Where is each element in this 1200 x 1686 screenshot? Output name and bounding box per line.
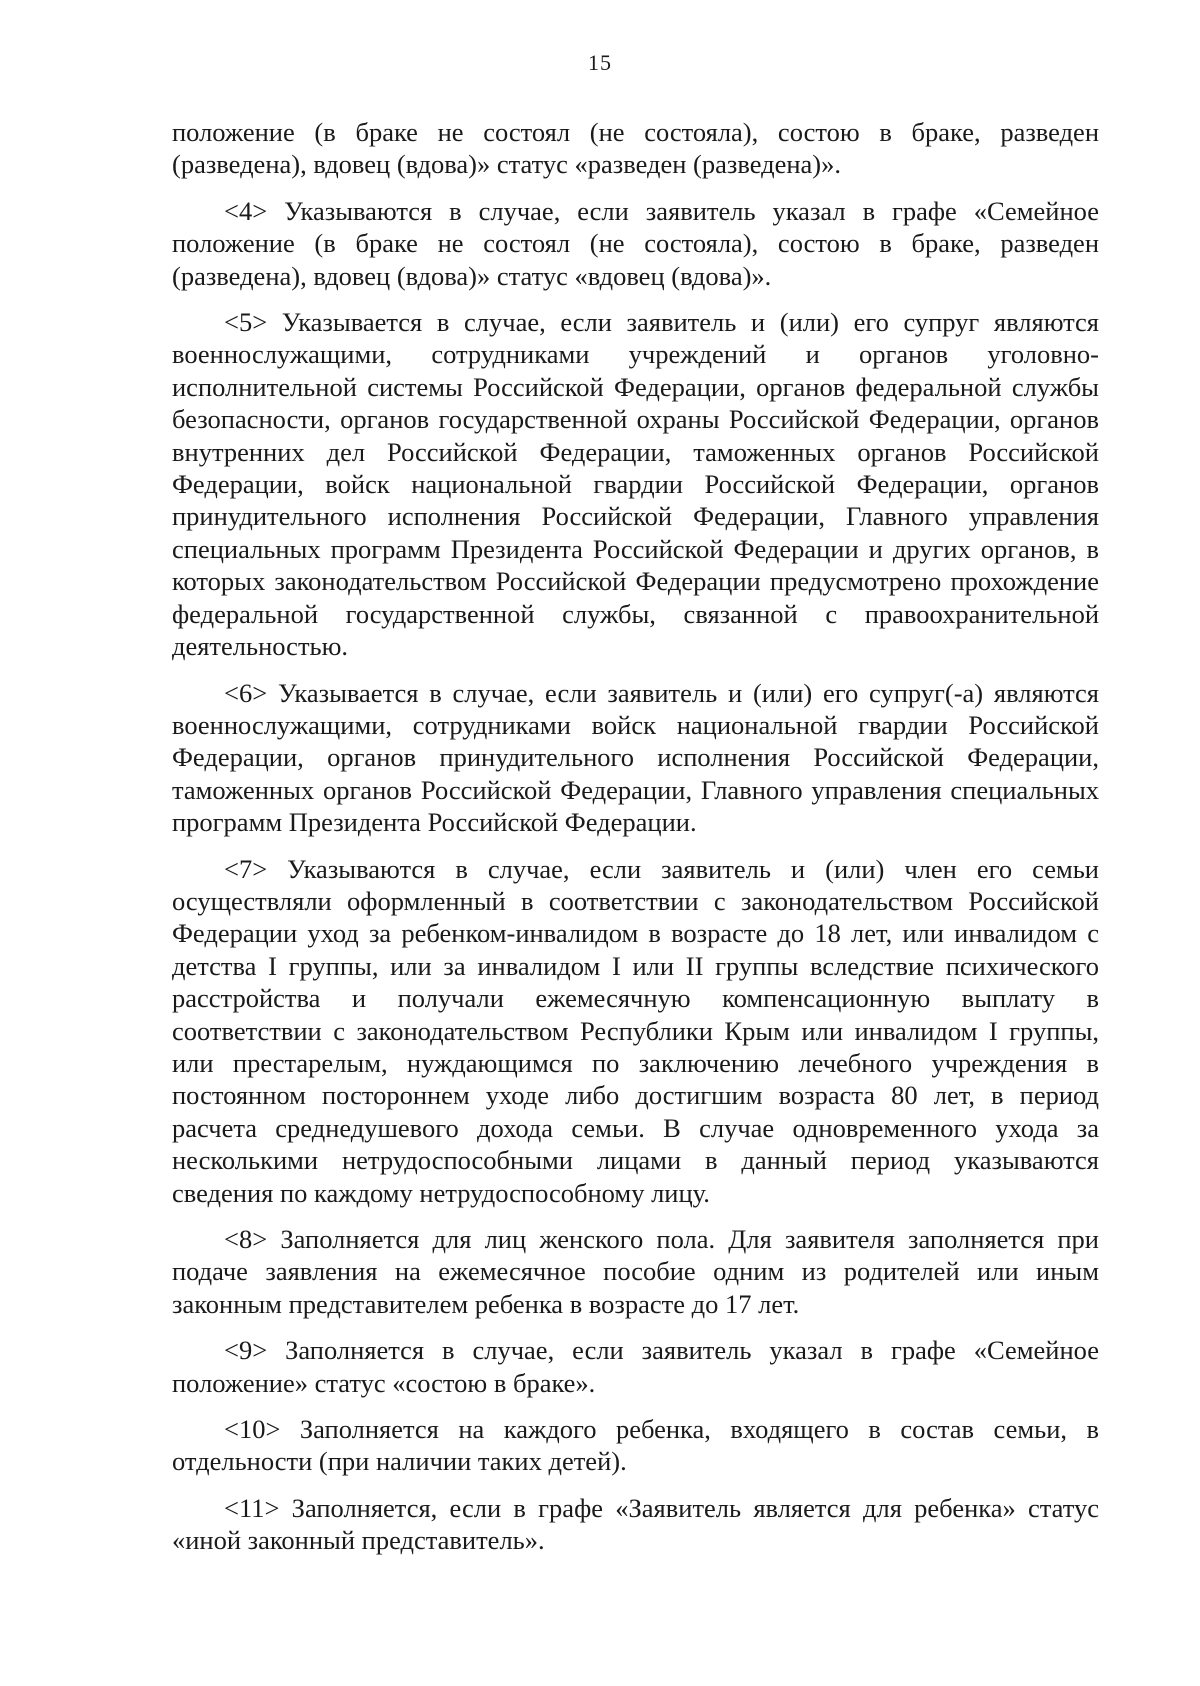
- footnote-5: <5> Указывается в случае, если заявитель и (или) его супруг являются военнослужащими, сотрудниками учреждений и органов уголовно-исполнительной системы Российской Федерации, органов федеральной службы безопасности, органов государственной охраны Российской Федерации, органов внутренних дел Российской Федерации, таможенных органов Российской Федерации, войск национальной гвардии Российской Федерации, органов принудительного исполнения Российской Федерации, Главного управления специальных программ Президента Российской Федерации и других органов, в которых законодательством Российской Федерации предусмотрено прохождение федеральной государственной службы, связанной с правоохранительной деятельностью.: [172, 307, 1099, 662]
- footnote-8: <8> Заполняется для лиц женского пола. Для заявителя заполняется при подаче заявления на ежемесячное пособие одним из родителей или иным законным представителем ребенка в возрасте до 17 лет.: [172, 1224, 1099, 1319]
- footnote-11: <11> Заполняется, если в графе «Заявитель является для ребенка» статус «иной законный представитель».: [172, 1492, 1099, 1556]
- footnote-4: <4> Указываются в случае, если заявитель указал в графе «Семейное положение (в браке не состоял (не состояла), состою в браке, разведен (разведена), вдовец (вдова)» статус «вдовец (вдова)».: [172, 195, 1099, 291]
- footnote-10: <10> Заполняется на каждого ребенка, входящего в состав семьи, в отдельности (при наличии таких детей).: [172, 1414, 1099, 1477]
- paragraph-continuation: положение (в браке не состоял (не состояла), состою в браке, разведен (разведена), вдовец (вдова)» статус «разведен (разведена)».: [172, 117, 1099, 180]
- document-body: [172, 116, 1099, 1571]
- footnote-7: <7> Указываются в случае, если заявитель и (или) член его семьи осуществляли оформленный в соответствии с законодательством Российской Федерации уход за ребенком-инвалидом в возрасте до 18 лет, или инвалидом с детства I группы, или за инвалидом I или II группы вследствие психического расстройства и получали ежемесячную компенсационную выплату в соответствии с законодательством Республики Крым или инвалидом I группы, или престарелым, нуждающимся по заключению лечебного учреждения в постоянном постороннем уходе либо достигшим возраста 80 лет, в период расчета среднедушевого дохода семьи. В случае одновременного ухода за несколькими нетрудоспособными лицами в данный период указываются сведения по каждому нетрудоспособному лицу.: [172, 853, 1099, 1208]
- page-number: 15: [588, 50, 612, 75]
- footnote-6: <6> Указывается в случае, если заявитель и (или) его супруг(-а) являются военнослужащими, сотрудниками войск национальной гвардии Российской Федерации, органов принудительного исполнения Российской Федерации, таможенных органов Российской Федерации, Главного управления специальных программ Президента Российской Федерации.: [172, 677, 1099, 838]
- footnote-9: <9> Заполняется в случае, если заявитель указал в графе «Семейное положение» статус «состою в браке».: [172, 1335, 1099, 1398]
